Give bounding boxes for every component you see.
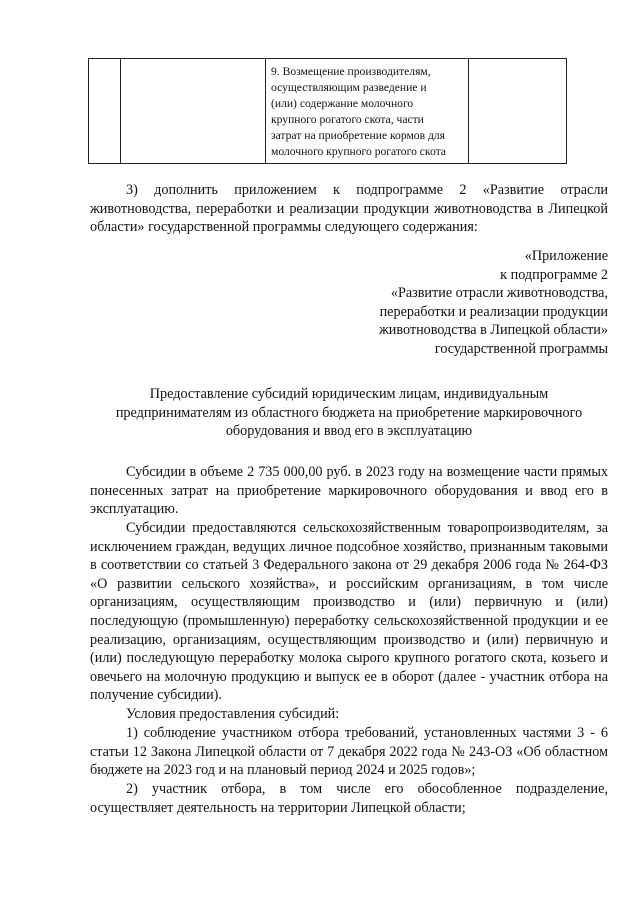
conditions-heading: Условия предоставления субсидий: (126, 706, 340, 722)
appendix-header (308, 247, 608, 359)
condition-1-paragraph: 1) соблюдение участником отбора требований, установленных частями 3 - 6 статьи 12 Закона Липецкой области от 7 декабря 2022 года № 243-ОЗ «Об областном бюджете на 2023 год и на плановый период 2024 и 2025 годов»; (90, 725, 608, 779)
appendix-line: «Приложение (524, 248, 608, 264)
heading-line: Предоставление субсидий юридическим лицам, индивидуальным (149, 386, 549, 402)
appendix-line: «Развитие отрасли животноводства, (390, 285, 608, 302)
section-heading (90, 385, 608, 441)
appendix-line: животноводства в Липецкой области» (378, 322, 608, 339)
subsidy-amount-paragraph: Субсидии в объеме 2 735 000,00 руб. в 2023 году на возмещение части прямых понесенных затрат на приобретение маркировочного оборудования и ввод его в эксплуатацию. (90, 464, 608, 518)
recipients-paragraph: Субсидии предоставляются сельскохозяйственным товаропроизводителям, за исключением граждан, ведущих личное подсобное хозяйство, признанным таковыми в соответствии со статьей 3 Федерального закона от 29 декабря 2006 года № 264-ФЗ «О развитии сельского хозяйства», и российским организациям, в том числе организациям, осуществляющим производство и (или) первичную и (или) последующую (промышленную) переработку сельскохозяйственной продукции и ее реализацию, организациям, осуществляющим производство и (или) первичную и (или) последующую переработку молока сырого крупного рогатого скота, козьего и овечьего на молочную продукцию и выпуск ее в оборот (далее - участник отбора на получение субсидии). (90, 520, 608, 704)
continuation-table (88, 58, 567, 164)
table-row (89, 59, 567, 164)
appendix-line: к подпрограмме 2 (500, 266, 608, 283)
appendix-line: государственной программы (434, 340, 608, 357)
table-cell-4 (469, 59, 567, 164)
appendix-line: переработки и реализации продукции (379, 303, 608, 320)
condition-2-paragraph: 2) участник отбора, в том числе его обособленное подразделение, осуществляет деятельность на территории Липецкой области; (90, 781, 608, 816)
table-cell-1 (89, 59, 121, 164)
intro-paragraph: 3) дополнить приложением к подпрограмме 2 «Развитие отрасли животноводства, переработки и реализации продукции животноводства в Липецкой области» государственной программы следующего содержания: (90, 182, 608, 236)
table-cell-3 (266, 59, 469, 164)
table-cell-text: 9. Возмещение производителям, осуществляющим разведение и (или) содержание молочного крупного рогатого скота, части затрат на приобретение кормов для молочного крупного рогатого скота (271, 65, 446, 158)
table-cell-2 (121, 59, 266, 164)
heading-line: оборудования и ввод его в эксплуатацию (225, 423, 473, 440)
heading-line: предпринимателям из областного бюджета на приобретение маркировочного (115, 404, 583, 421)
